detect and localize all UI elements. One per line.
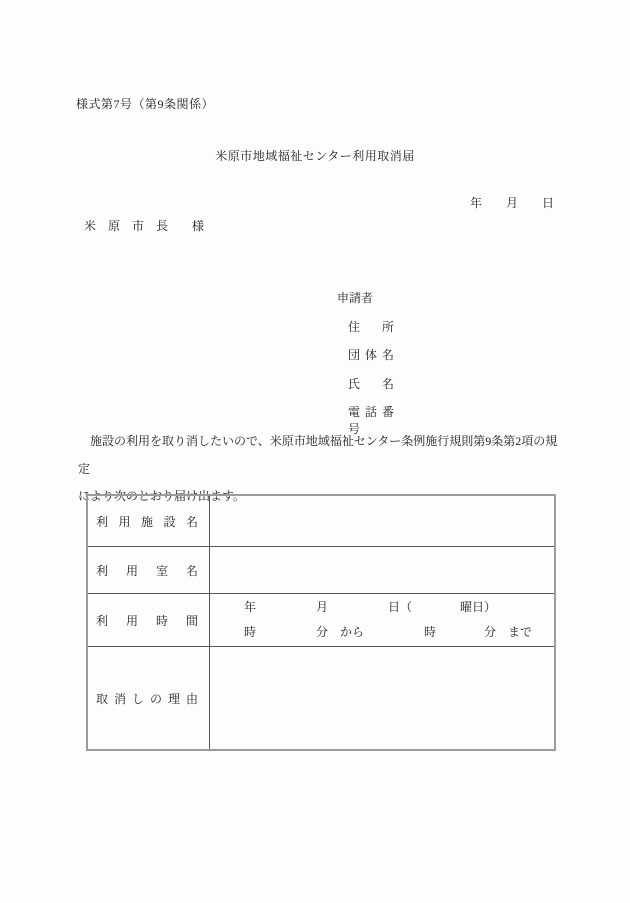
usage-time-label: 利用時間 [87, 594, 210, 647]
name-label: 氏名 [348, 376, 394, 391]
cancel-reason-value-cell [210, 647, 556, 751]
date-line: 年 月 日 [469, 196, 554, 210]
addressee: 米 原 市 長 様 [84, 219, 205, 233]
applicant-org-row [348, 346, 394, 363]
organization-label: 団体名 [348, 348, 394, 362]
facility-name-value-cell [210, 495, 556, 547]
room-name-label: 利用室名 [87, 547, 210, 594]
address-label: 住所 [348, 319, 394, 334]
body-line-1: 施設の利用を取り消したいので、米原市地域福祉センター条例施行規則第9条第2項の規定 [78, 434, 558, 476]
applicant-name-row [348, 375, 394, 392]
room-name-value-cell [210, 547, 556, 594]
applicant-address-row [348, 318, 394, 335]
applicant-block [337, 289, 394, 437]
cancel-reason-label: 取消しの理由 [87, 647, 210, 751]
usage-time-hours-line: 時 分 から 時 分 まで [244, 625, 533, 639]
table-row-facility [87, 495, 555, 547]
table-row-room [87, 547, 555, 594]
form-number: 様式第7号（第9条関係） [76, 97, 215, 111]
cancellation-table [86, 494, 556, 751]
document-title: 米原市地域福祉センター利用取消届 [215, 149, 415, 163]
table-row-time [87, 594, 555, 647]
phone-label: 電話番号 [348, 405, 394, 436]
usage-time-value-cell [210, 594, 556, 647]
body-line-2: により次のとおり届け出ます。 [78, 489, 246, 503]
table-row-reason [87, 647, 555, 751]
applicant-heading: 申請者 [337, 291, 374, 305]
usage-time-date-line: 年 月 日（ 曜日） [244, 600, 497, 614]
facility-name-label: 利用施設名 [87, 495, 210, 547]
